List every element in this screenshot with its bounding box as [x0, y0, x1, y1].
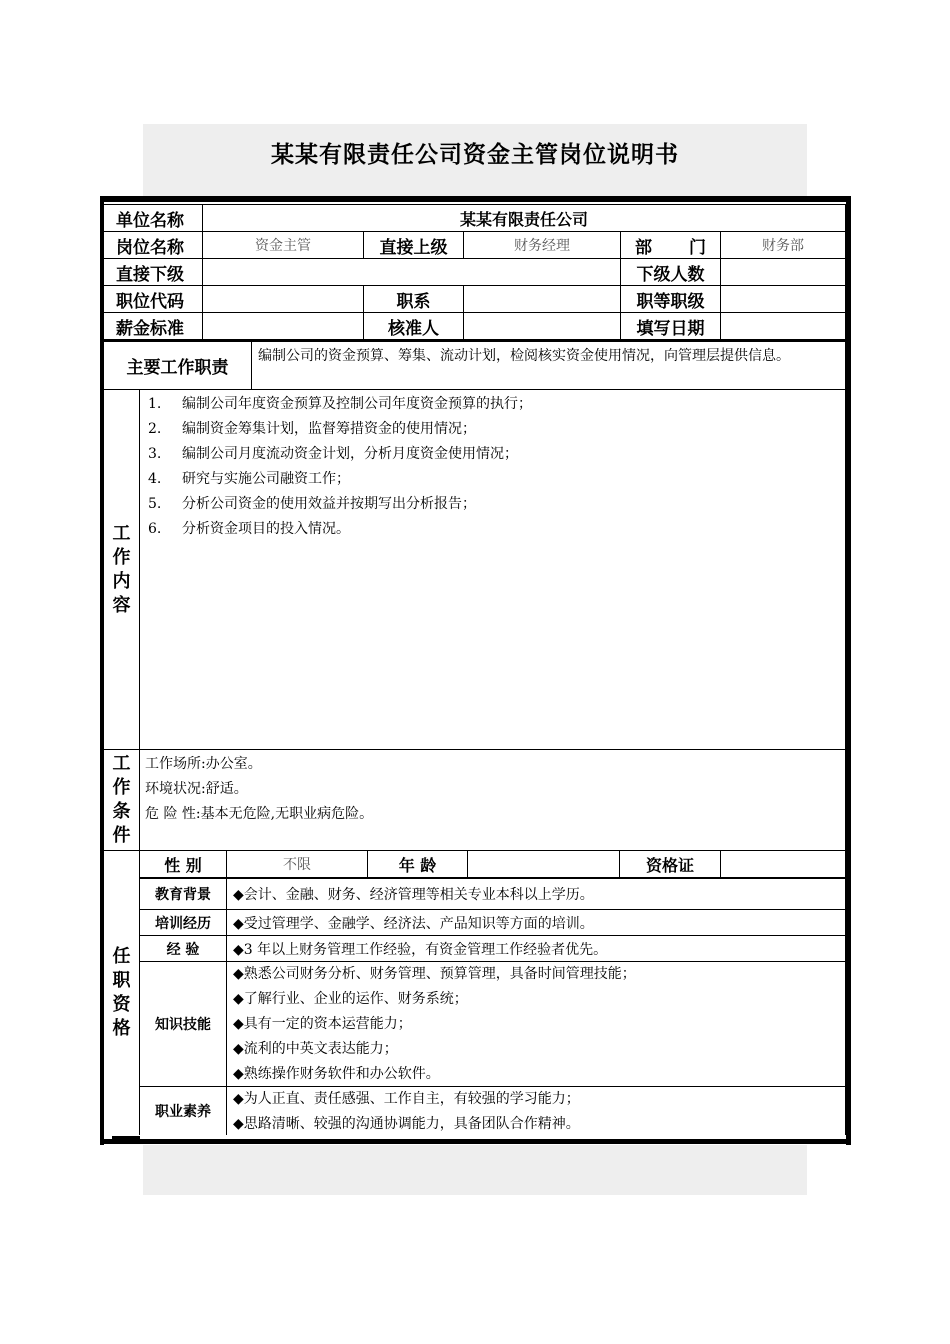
list-item: ◆思路清晰、较强的沟通协调能力，具备团队合作精神。: [233, 1116, 580, 1132]
education-label: 教育背景: [140, 878, 227, 910]
table-border-left: [100, 196, 104, 1145]
salary-label: 薪金标准: [104, 313, 203, 340]
list-item: ◆为人正直、责任感强、工作自主，有较强的学习能力；: [233, 1091, 580, 1107]
department-label-char-1: 部: [635, 237, 652, 258]
job-family-label: 职系: [364, 286, 464, 313]
subordinate-count-value: [721, 259, 846, 286]
work-content-label: 工 作 内 容: [104, 390, 140, 750]
age-label: 年 龄: [368, 851, 468, 878]
department-value: 财务部: [721, 232, 846, 259]
footer-shade: [143, 1145, 807, 1195]
table-border-bottom: [100, 1139, 851, 1144]
work-conditions-label: 工 作 条 件: [104, 750, 140, 851]
list-item: 6. 分析资金项目的投入情况。: [148, 521, 350, 537]
list-item: 2. 编制资金筹集计划，监督筹措资金的使用情况；: [148, 421, 476, 437]
condition-line: 环境状况:舒适。: [145, 781, 248, 797]
professional-quality-list: [227, 1087, 846, 1135]
experience-label: 经 验: [140, 936, 227, 962]
education-text: ◆会计、金融、财务、经济管理等相关专业本科以上学历。: [227, 878, 846, 910]
position-name-label: 岗位名称: [104, 232, 203, 259]
gender-value: 不限: [227, 851, 368, 878]
superior-label: 直接上级: [364, 232, 464, 259]
list-item: ◆了解行业、企业的运作、财务系统；: [233, 991, 468, 1007]
job-grade-label: 职等职级: [621, 286, 721, 313]
list-item: 1. 编制公司年度资金预算及控制公司年度资金预算的执行；: [148, 396, 532, 412]
form-table: [100, 196, 850, 1145]
skills-list: [227, 962, 846, 1087]
condition-line: 工作场所:办公室。: [145, 756, 262, 772]
main-duty-label: 主要工作职责: [104, 340, 252, 390]
gender-label: 性 别: [140, 851, 227, 878]
table-border-right: [846, 196, 851, 1145]
list-item: 5. 分析公司资金的使用效益并按期写出分析报告；: [148, 496, 476, 512]
unit-name-value: 某某有限责任公司: [203, 204, 846, 232]
table-border-top: [100, 196, 851, 202]
list-item: ◆熟悉公司财务分析、财务管理、预算管理，具备时间管理技能；: [233, 966, 636, 982]
qualifications-label: 任 职 资 格: [104, 851, 140, 1135]
list-item: 3. 编制公司月度流动资金计划，分析月度资金使用情况；: [148, 446, 518, 462]
fill-date-label: 填写日期: [621, 313, 721, 340]
work-conditions-text: [140, 750, 846, 851]
subordinate-count-label: 下级人数: [621, 259, 721, 286]
subordinate-value: [203, 259, 621, 286]
main-duty-text: 编制公司的资金预算、筹集、流动计划，检阅核实资金使用情况，向管理层提供信息。: [252, 340, 846, 390]
training-text: ◆受过管理学、金融学、经济法、产品知识等方面的培训。: [227, 910, 846, 936]
list-item: ◆熟练操作财务软件和办公软件。: [233, 1066, 440, 1082]
document-title: 某某有限责任公司资金主管岗位说明书: [271, 142, 679, 168]
approver-label: 核准人: [364, 313, 464, 340]
position-name-value: 资金主管: [203, 232, 364, 259]
job-grade-value: [721, 286, 846, 313]
list-item: 4. 研究与实施公司融资工作；: [148, 471, 350, 487]
fill-date-value: [721, 313, 846, 340]
table-corner-mark: [112, 1136, 140, 1139]
unit-name-label: 单位名称: [104, 204, 203, 232]
professional-quality-label: 职业素养: [140, 1087, 227, 1135]
certificate-value: [721, 851, 846, 878]
position-code-value: [203, 286, 364, 313]
training-label: 培训经历: [140, 910, 227, 936]
superior-value: 财务经理: [464, 232, 621, 259]
department-label: [621, 232, 721, 259]
age-value: [468, 851, 620, 878]
salary-value: [203, 313, 364, 340]
work-content-list: [140, 390, 846, 750]
subordinate-label: 直接下级: [104, 259, 203, 286]
job-family-value: [464, 286, 621, 313]
skills-label: 知识技能: [140, 962, 227, 1087]
certificate-label: 资格证: [620, 851, 721, 878]
list-item: ◆流利的中英文表达能力；: [233, 1041, 398, 1057]
approver-value: [464, 313, 621, 340]
condition-line: 危 险 性:基本无危险,无职业病危险。: [145, 806, 374, 822]
position-code-label: 职位代码: [104, 286, 203, 313]
experience-text: ◆3 年以上财务管理工作经验，有资金管理工作经验者优先。: [227, 936, 846, 962]
department-label-char-2: 门: [689, 237, 706, 258]
list-item: ◆具有一定的资本运营能力；: [233, 1016, 412, 1032]
